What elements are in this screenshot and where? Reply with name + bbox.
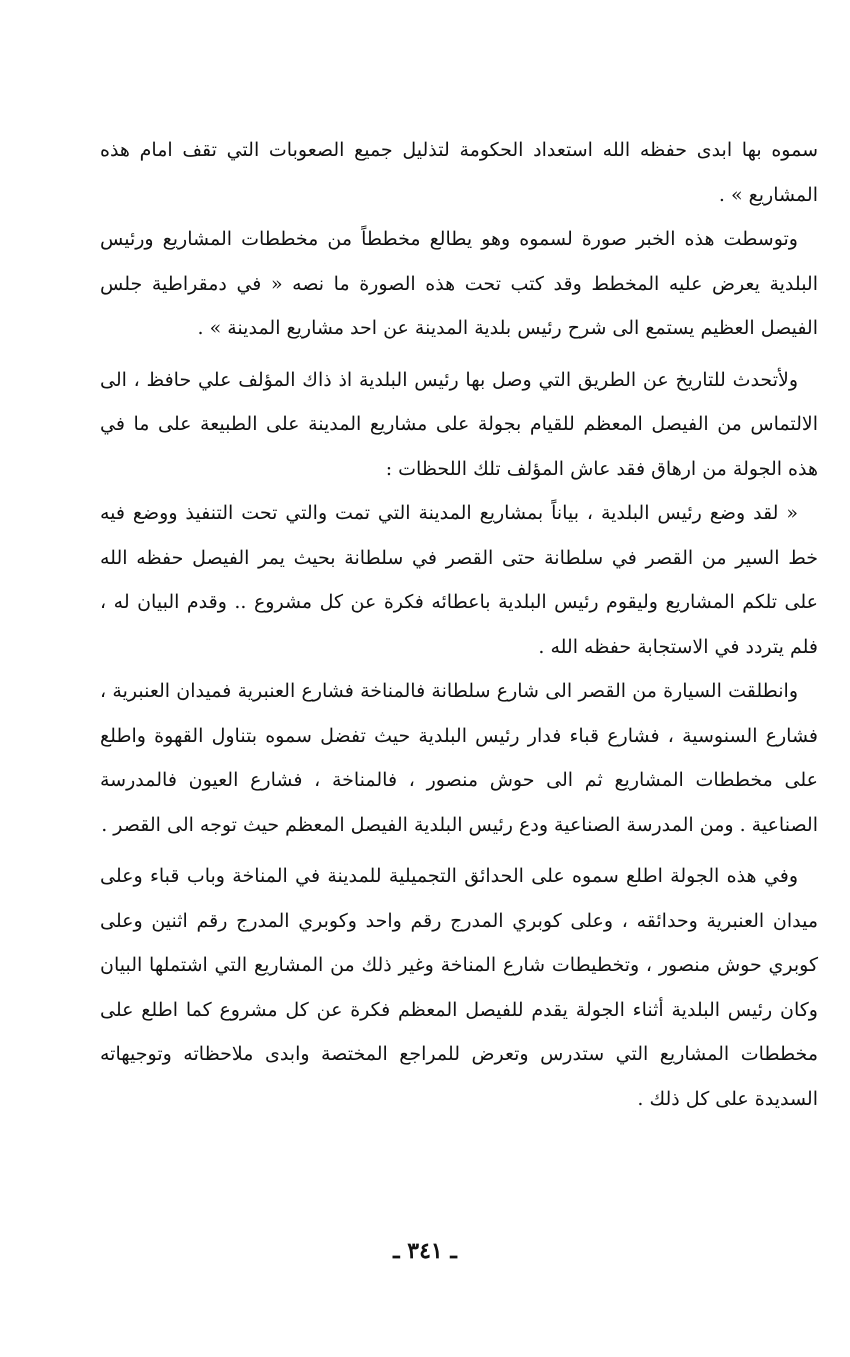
paragraph-tour: وفي هذه الجولة اطلع سموه على الحدائق التجميلية للمدينة في المناخة وباب قباء وعلى ميدان العنبرية وحدائقه ، وعلى كوبري المدرج رقم واحد وكوبري المدرج رقم اثنين وعلى كوبري حوش منصور ، وتخطيطات شارع المناخة وغير ذلك من المشاريع التي اشتملها البيان وكان رئيس البلدية أثناء الجولة يقدم للفيصل المعظم فكرة عن كل مشروع كما اطلع على مخططات المشاريع التي ستدرس وتعرض للمراجع المختصة وابدى ملاحظاته وتوجيهاته السديدة على كل ذلك . — [100, 865, 818, 1110]
paragraph-route: وانطلقت السيارة من القصر الى شارع سلطانة فالمناخة فشارع العنبرية فميدان العنبرية ، فشارع السنوسية ، فشارع قباء فدار رئيس البلدية حيث تفضل سموه بتناول القهوة واطلع على مخططات المشاريع ثم الى حوش منصور ، فالمناخة ، فشارع العيون فالمدرسة الصناعية . ومن المدرسة الصناعية ودع رئيس البلدية الفيصل المعظم حيث توجه الى القصر . — [100, 680, 818, 836]
paragraph-quote: « لقد وضع رئيس البلدية ، بياناً بمشاريع المدينة التي تمت والتي تحت التنفيذ ووضع فيه خط السير من القصر في سلطانة حتى القصر في سلطانة بحيث يمر الفيصل حفظه الله على تلكم المشاريع وليقوم رئيس البلدية باعطائه فكرة عن كل مشروع .. وقدم البيان له ، فلم يتردد في الاستجابة حفظه الله . — [100, 502, 818, 658]
paragraph-photo-caption: وتوسطت هذه الخبر صورة لسموه وهو يطالع مخططاً من مخططات المشاريع ورئيس البلدية يعرض عليه المخطط وقد كتب تحت هذه الصورة ما نصه « في دمقراطية جلس الفيصل العظيم يستمع الى شرح رئيس بلدية المدينة عن احد مشاريع المدينة » . — [100, 228, 818, 339]
page-number: ـ ٣٤١ ـ — [393, 1238, 457, 1264]
body-text — [100, 128, 818, 1121]
paragraph-continuation: سموه بها ابدى حفظه الله استعداد الحكومة لتذليل جميع الصعوبات التي تقف امام هذه المشاريع » . — [100, 139, 818, 206]
paragraph-history: ولأتحدث للتاريخ عن الطريق التي وصل بها رئيس البلدية اذ ذاك المؤلف علي حافظ ، الى الالتماس من الفيصل المعظم للقيام بجولة على مشاريع المدينة على الطبيعة على ما في هذه الجولة من ارهاق فقد عاش المؤلف تلك اللحظات : — [100, 368, 818, 480]
